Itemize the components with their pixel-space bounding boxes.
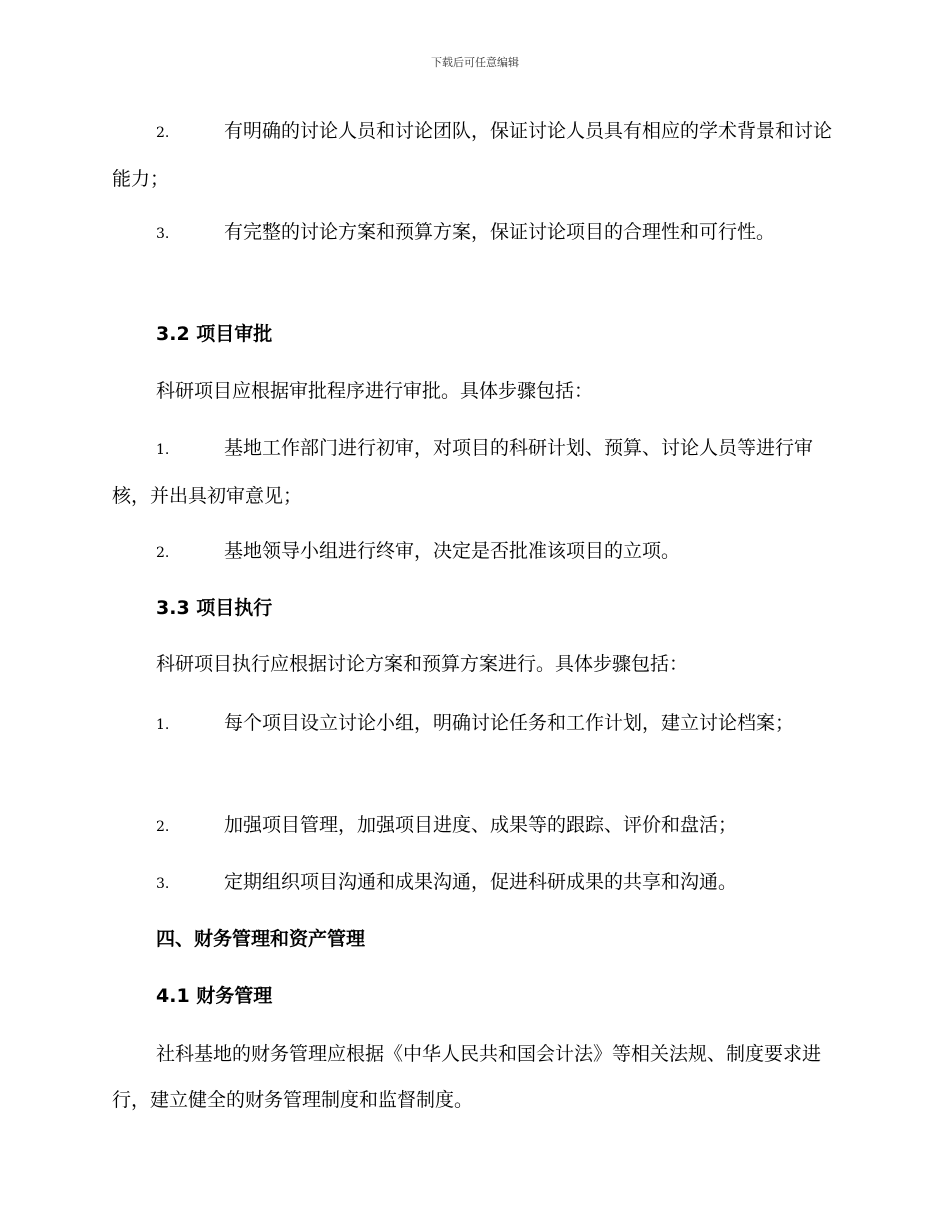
list-item [112,209,834,257]
list-item-text: 基地领导小组进行终审，决定是否批准该项目的立项。 [224,540,681,562]
list-number: 1. [156,717,170,733]
list-item [112,528,834,576]
paragraph: 科研项目应根据审批程序进行审批。具体步骤包括： [156,380,594,402]
list-number: 2. [156,819,170,835]
list-item-text: 有完整的讨论方案和预算方案，保证讨论项目的合理性和可行性。 [224,221,776,243]
list-item-text: 基地工作部门进行初审，对项目的科研计划、预算、讨论人员等进行审核，并出具初审意见； [112,437,814,507]
paragraph: 社科基地的财务管理应根据《中华人民共和国会计法》等相关法规、制度要求进行，建立健全的财务管理制度和监督制度。 [112,1043,822,1111]
list-item-text: 定期组织项目沟通和成果沟通，促进科研成果的共享和沟通。 [224,871,738,893]
list-number: 3. [156,876,170,892]
list-number: 1. [156,442,170,458]
section-heading: 3.2 项目审批 [156,323,273,345]
list-number: 3. [156,226,170,242]
list-item [112,425,834,519]
section-heading: 4.1 财务管理 [156,985,273,1007]
list-number: 2. [156,125,170,141]
list-item [112,859,834,907]
section-heading: 3.3 项目执行 [156,597,273,619]
list-item-text: 有明确的讨论人员和讨论团队，保证讨论人员具有相应的学术背景和讨论能力； [112,120,833,190]
list-item [112,802,834,850]
list-item-text: 每个项目设立讨论小组，明确讨论任务和工作计划，建立讨论档案； [224,712,795,734]
list-item [112,108,834,202]
page-header: 下载后可任意编辑 [431,56,519,69]
list-number: 2. [156,545,170,561]
paragraph: 科研项目执行应根据讨论方案和预算方案进行。具体步骤包括： [156,653,689,675]
list-item-text: 加强项目管理，加强项目进度、成果等的跟踪、评价和盘活； [224,814,738,836]
list-item [112,700,834,748]
chapter-heading: 四、财务管理和资产管理 [156,928,366,950]
